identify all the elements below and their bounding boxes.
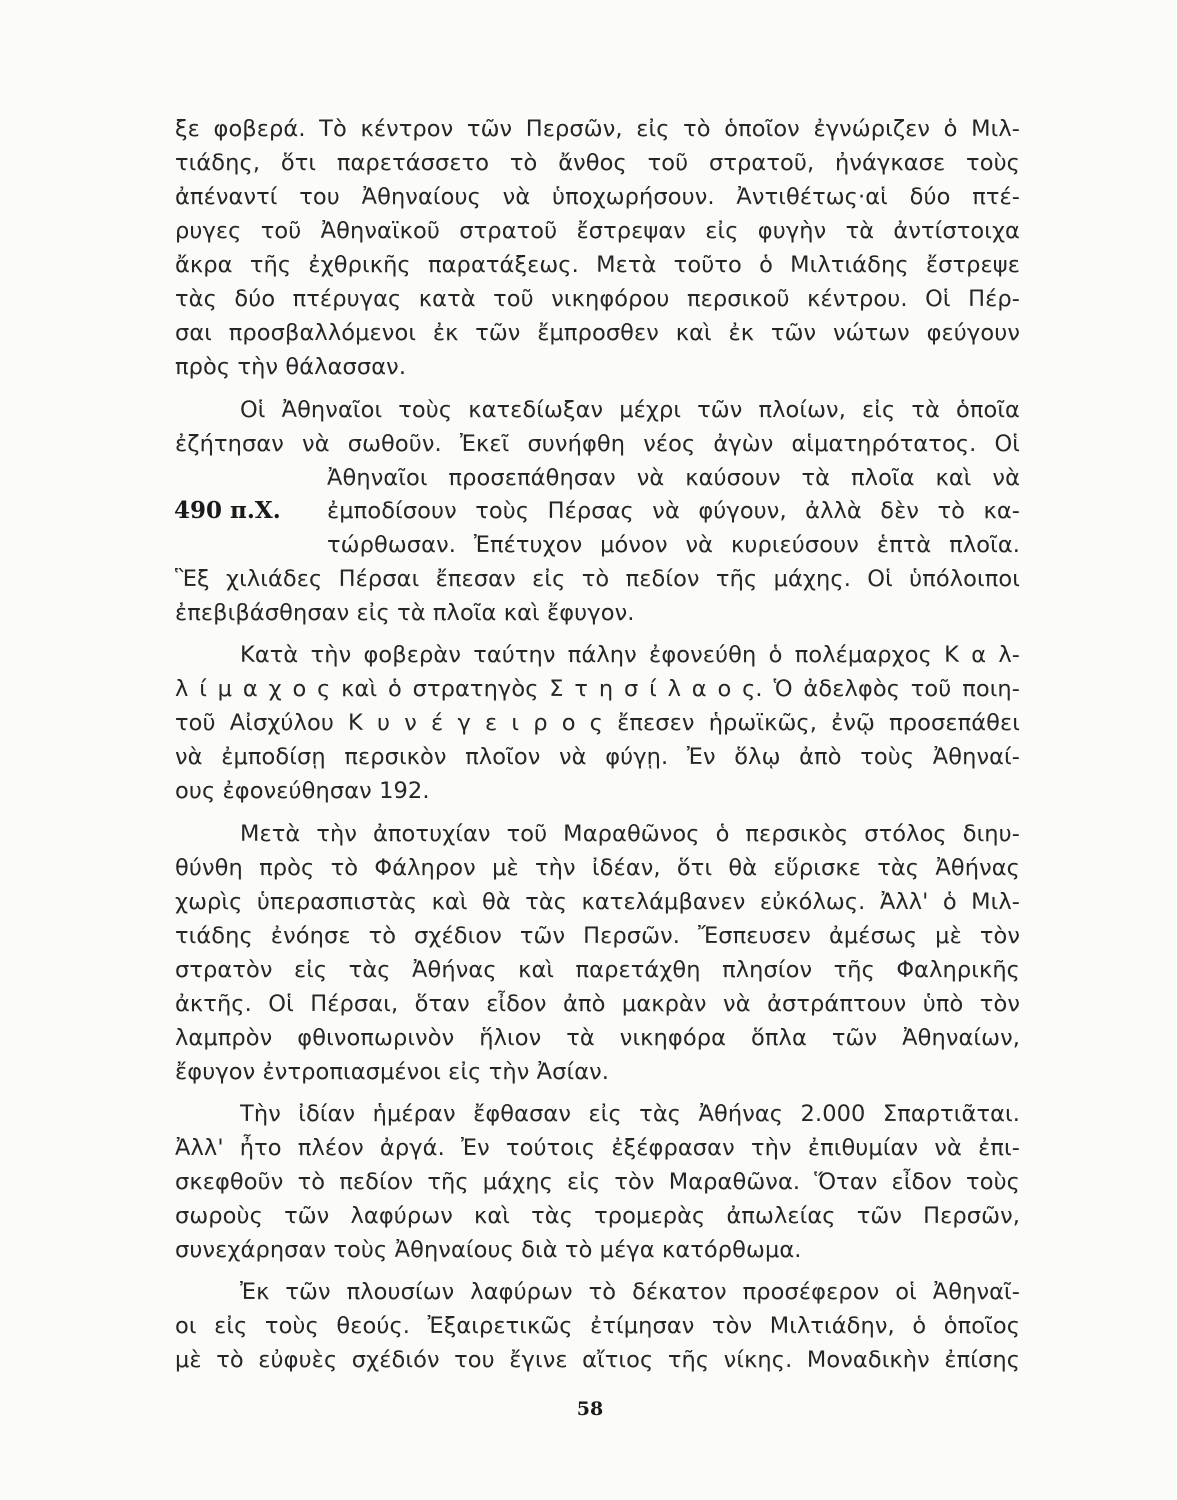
text-line: σωροὺς τῶν λαφύρων καὶ τὰς τρομερὰς ἀπωλείας τῶν Περσῶν, <box>175 1203 1020 1229</box>
text-line: ἐπεβιβάσθησαν εἰς τὰ πλοῖα καὶ ἔφυγον. <box>175 600 635 626</box>
text-line: Ἀλλ' ἦτο πλέον ἀργά. Ἐν τούτοις ἐξέφρασαν τὴν ἐπιθυμίαν νὰ ἐπι- <box>175 1135 1020 1161</box>
text-line: Ἐκ τῶν πλουσίων λαφύρων τὸ δέκατον προσέφερον οἱ Ἀθηναῖ- <box>240 1279 1020 1305</box>
text-line: ξε φοβερά. Τὸ κέντρον τῶν Περσῶν, εἰς τὸ ὁποῖον ἐγνώριζεν ὁ Μιλ- <box>175 116 1020 142</box>
text-line: σκεφθοῦν τὸ πεδίον τῆς μάχης εἰς τὸν Μαραθῶνα. Ὅταν εἶδον τοὺς <box>175 1169 1020 1195</box>
text-line: τοῦ Αἰσχύλου Κ υ ν έ γ ε ι ρ ο ς ἔπεσεν ἡρωϊκῶς, ἐνῷ προσεπάθει <box>175 710 1020 736</box>
text-line: Ἓξ χιλιάδες Πέρσαι ἔπεσαν εἰς τὸ πεδίον τῆς μάχης. Οἱ ὑπόλοιποι <box>175 566 1020 592</box>
text-line: ρυγες τοῦ Ἀθηναϊκοῦ στρατοῦ ἔστρεψαν εἰς φυγὴν τὰ ἀντίστοιχα <box>175 218 1020 244</box>
text-line: νὰ ἐμποδίσῃ περσικὸν πλοῖον νὰ φύγῃ. Ἐν ὅλῳ ἀπὸ τοὺς Ἀθηναί- <box>175 744 1020 770</box>
text-line: Τὴν ἰδίαν ἡμέραν ἔφθασαν εἰς τὰς Ἀθήνας 2.000 Σπαρτιᾶται. <box>240 1101 1020 1127</box>
text-line: θύνθη πρὸς τὸ Φάληρον μὲ τὴν ἰδέαν, ὅτι θὰ εὕρισκε τὰς Ἀθήνας <box>175 855 1020 881</box>
marginal-date-note: 490 π.Χ. <box>174 497 281 524</box>
text-line: ἄκρα τῆς ἐχθρικῆς παρατάξεως. Μετὰ τοῦτο ὁ Μιλτιάδης ἔστρεψε <box>175 252 1020 278</box>
text-line: Μετὰ τὴν ἀποτυχίαν τοῦ Μαραθῶνος ὁ περσικὸς στόλος διηυ- <box>240 821 1020 847</box>
text-line: λ ί μ α χ ο ς καὶ ὁ στρατηγὸς Σ τ η σ ί λ α ο ς. Ὁ ἀδελφὸς τοῦ ποιη- <box>175 676 1020 702</box>
text-line: λαμπρὸν φθινοπωρινὸν ἥλιον τὰ νικηφόρα ὅπλα τῶν Ἀθηναίων, <box>175 1025 1020 1051</box>
text-line: Κατὰ τὴν φοβερὰν ταύτην πάλην ἐφονεύθη ὁ πολέμαρχος Κ α λ- <box>240 642 1020 668</box>
text-line: τὰς δύο πτέρυγας κατὰ τοῦ νικηφόρου περσικοῦ κέντρου. Οἱ Πέρ- <box>175 286 1020 312</box>
text-line: Ἀθηναῖοι προσεπάθησαν νὰ καύσουν τὰ πλοῖα καὶ νὰ <box>327 465 1020 491</box>
text-line: ἐζήτησαν νὰ σωθοῦν. Ἐκεῖ συνήφθη νέος ἀγὼν αἱματηρότατος. Οἱ <box>175 431 1020 457</box>
text-line: ἐμποδίσουν τοὺς Πέρσας νὰ φύγουν, ἀλλὰ δὲν τὸ κα- <box>327 498 1020 524</box>
text-line: πρὸς τὴν θάλασσαν. <box>175 354 407 380</box>
text-line: σαι προσβαλλόμενοι ἐκ τῶν ἔμπροσθεν καὶ ἐκ τῶν νώτων φεύγουν <box>175 320 1020 346</box>
text-line: ἔφυγον ἐντροπιασμένοι εἰς τὴν Ἀσίαν. <box>175 1059 610 1085</box>
text-line: συνεχάρησαν τοὺς Ἀθηναίους διὰ τὸ μέγα κατόρθωμα. <box>175 1237 802 1263</box>
text-line: Οἱ Ἀθηναῖοι τοὺς κατεδίωξαν μέχρι τῶν πλοίων, εἰς τὰ ὁποῖα <box>240 397 1020 423</box>
text-line: τιάδης, ὅτι παρετάσσετο τὸ ἄνθος τοῦ στρατοῦ, ἠνάγκασε τοὺς <box>175 150 1020 176</box>
text-line: μὲ τὸ εὐφυὲς σχέδιόν του ἔγινε αἴτιος τῆς νίκης. Μοναδικὴν ἐπίσης <box>175 1347 1020 1373</box>
text-line: τιάδης ἐνόησε τὸ σχέδιον τῶν Περσῶν. Ἔσπευσεν ἀμέσως μὲ τὸν <box>175 923 1020 949</box>
text-line: οι εἰς τοὺς θεούς. Ἐξαιρετικῶς ἐτίμησαν τὸν Μιλτιάδην, ὁ ὁποῖος <box>175 1313 1020 1339</box>
text-line: ἀκτῆς. Οἱ Πέρσαι, ὅταν εἶδον ἀπὸ μακρὰν νὰ ἀστράπτουν ὑπὸ τὸν <box>175 991 1020 1017</box>
text-line: στρατὸν εἰς τὰς Ἀθήνας καὶ παρετάχθη πλησίον τῆς Φαληρικῆς <box>175 957 1020 983</box>
page-number: 58 <box>576 1398 604 1420</box>
text-line: χωρὶς ὑπερασπιστὰς καὶ θὰ τὰς κατελάμβανεν εὐκόλως. Ἀλλ' ὁ Μιλ- <box>175 889 1020 915</box>
text-line: ους ἐφονεύθησαν 192. <box>175 778 430 804</box>
text-line: τώρθωσαν. Ἐπέτυχον μόνον νὰ κυριεύσουν ἑπτὰ πλοῖα. <box>327 532 1020 558</box>
text-line: ἀπέναντί του Ἀθηναίους νὰ ὑποχωρήσουν. Ἀντιθέτως·αἱ δύο πτέ- <box>175 184 1020 210</box>
